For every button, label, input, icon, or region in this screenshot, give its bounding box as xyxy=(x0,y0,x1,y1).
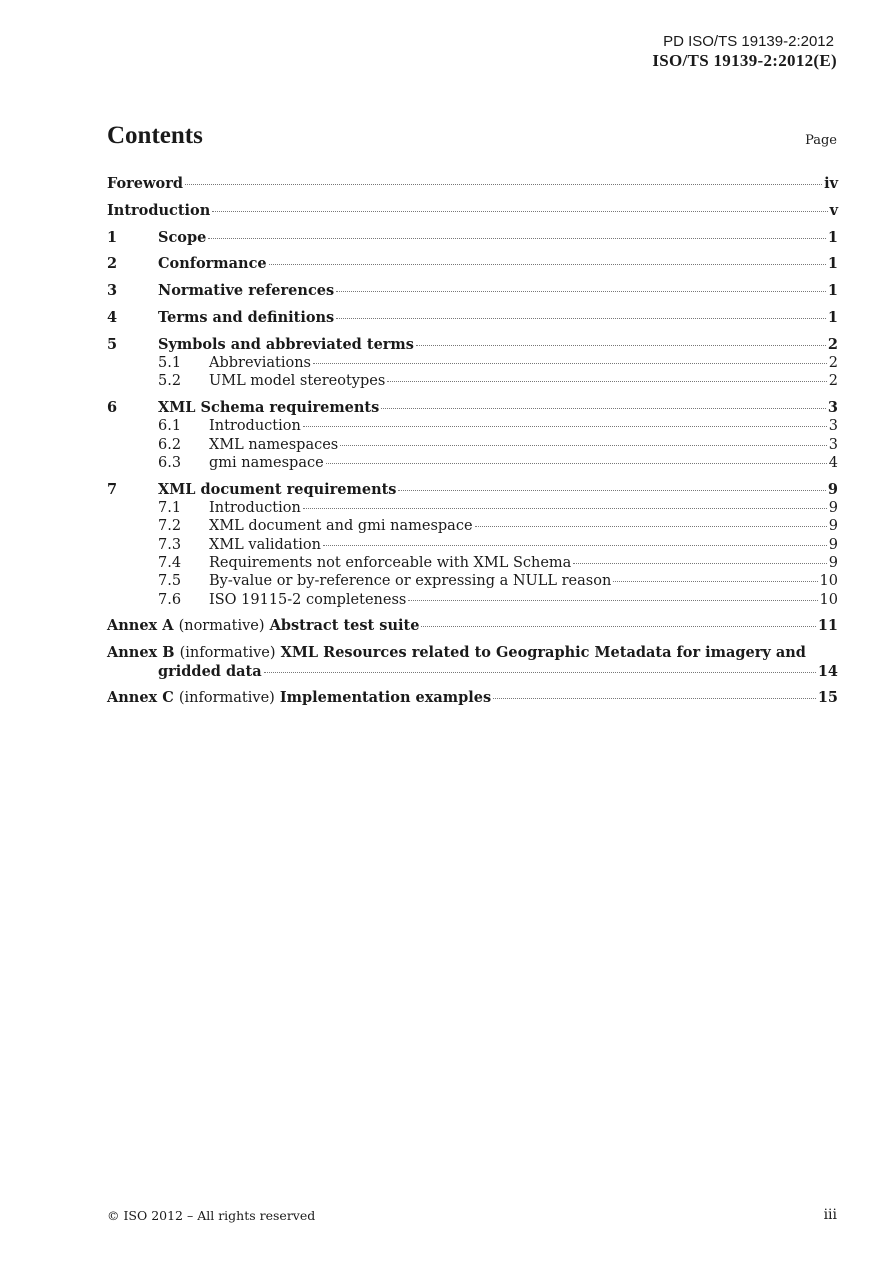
toc-entry-annex-c[interactable]: Annex C (informative) Implementation examples 15 xyxy=(107,689,838,707)
toc-entry-6-3[interactable]: 6.3 gmi namespace 4 xyxy=(158,455,838,472)
toc-entry-conformance[interactable]: 2 Conformance 1 xyxy=(107,255,838,273)
annex-type: (informative) xyxy=(179,645,276,662)
annex-type: (normative) xyxy=(178,618,265,635)
annex-label: Annex C xyxy=(107,689,174,707)
toc-entry-5-1[interactable]: 5.1 Abbreviations 2 xyxy=(158,355,838,372)
toc-entry-annex-a[interactable]: Annex A (normative) Abstract test suite 11 xyxy=(107,617,838,635)
toc-entry-normative-references[interactable]: 3 Normative references 1 xyxy=(107,282,838,300)
toc-entry-symbols[interactable]: 5 Symbols and abbreviated terms 2 xyxy=(107,335,838,353)
toc-entry-foreword[interactable]: Foreword iv xyxy=(107,175,838,192)
toc-entry-terms-definitions[interactable]: 4 Terms and definitions 1 xyxy=(107,308,838,326)
annex-label: Annex B xyxy=(107,644,175,662)
toc-entry-7-2[interactable]: 7.2 XML document and gmi namespace 9 xyxy=(158,518,838,535)
toc-entry-scope[interactable]: 1 Scope 1 xyxy=(107,228,838,246)
header-standard-id-edition: ISO/TS 19139-2:2012(E) xyxy=(652,51,837,70)
toc-entry-7-3[interactable]: 7.3 XML validation 9 xyxy=(158,536,838,553)
toc-entry-7-5[interactable]: 7.5 By-value or by-reference or expressing a NULL reason 10 xyxy=(158,573,838,590)
page-number: iii xyxy=(823,1207,837,1223)
toc-entry-7-6[interactable]: 7.6 ISO 19115-2 completeness 10 xyxy=(158,591,838,608)
copyright-notice: © ISO 2012 – All rights reserved xyxy=(107,1208,316,1223)
toc-entry-xml-document[interactable]: 7 XML document requirements 9 xyxy=(107,480,838,498)
annex-title: Implementation examples xyxy=(279,689,492,707)
toc-entry-6-1[interactable]: 6.1 Introduction 3 xyxy=(158,418,838,435)
contents-title: Contents xyxy=(107,122,203,149)
annex-label: Annex A xyxy=(107,617,174,635)
toc-entry-6-2[interactable]: 6.2 XML namespaces 3 xyxy=(158,436,838,453)
toc-entry-5-2[interactable]: 5.2 UML model stereotypes 2 xyxy=(158,373,838,390)
header-standard-id: PD ISO/TS 19139-2:2012 xyxy=(663,33,834,50)
toc-entry-introduction[interactable]: Introduction v xyxy=(107,201,838,219)
toc-entry-7-1[interactable]: 7.1 Introduction 9 xyxy=(158,500,838,517)
annex-type: (informative) xyxy=(178,690,275,707)
annex-title: XML Resources related to Geographic Metadata for imagery and xyxy=(280,644,806,662)
toc-entry-7-4[interactable]: 7.4 Requirements not enforceable with XML Schema 9 xyxy=(158,555,838,572)
annex-title: Abstract test suite xyxy=(269,617,420,635)
page-column-label: Page xyxy=(805,133,837,148)
toc-entry-xml-schema[interactable]: 6 XML Schema requirements 3 xyxy=(107,399,838,417)
toc-entry-annex-b[interactable]: Annex B (informative) XML Resources related to Geographic Metadata for imagery and gridded data 14 xyxy=(107,644,838,680)
annex-title-continued: gridded data xyxy=(158,662,262,680)
table-of-contents xyxy=(107,175,838,708)
